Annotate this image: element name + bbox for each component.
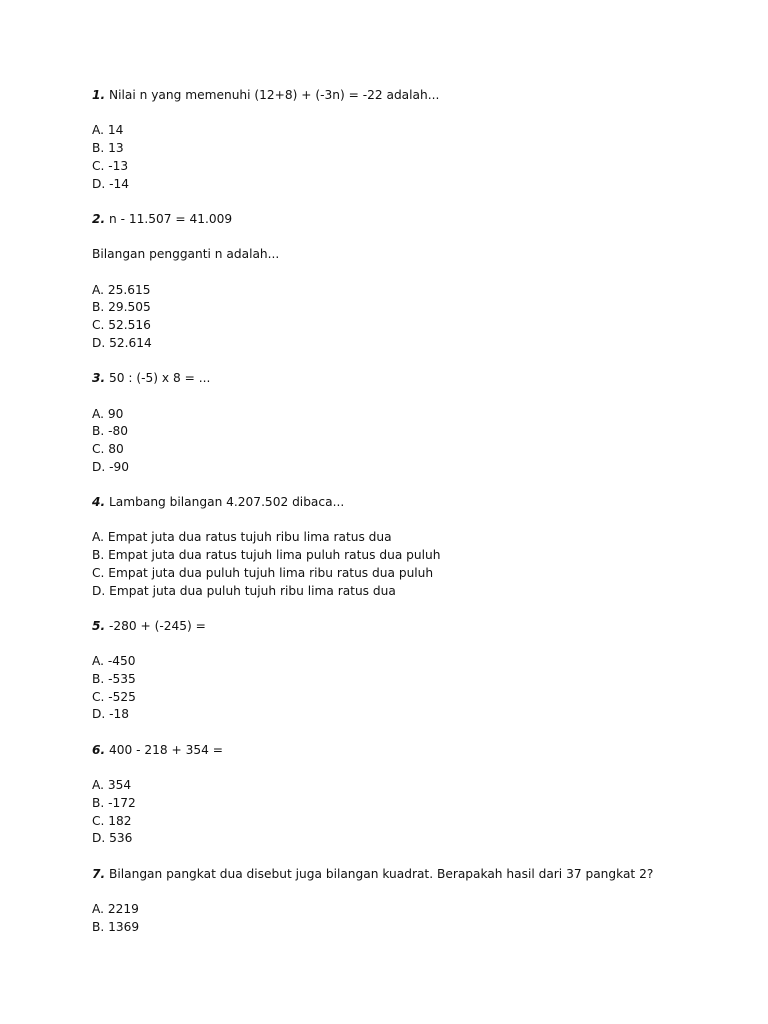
question-6-option-a: A. 354 bbox=[92, 778, 132, 793]
question-7-option-a: A. 2219 bbox=[92, 902, 139, 917]
question-6-option-d: D. 536 bbox=[92, 831, 133, 846]
question-4-option-b: B. Empat juta dua ratus tujuh lima puluh ratus dua puluh bbox=[92, 548, 441, 563]
question-5-option-a: A. -450 bbox=[92, 654, 136, 669]
question-3-option-c: C. 80 bbox=[92, 441, 124, 456]
question-7-stem bbox=[92, 866, 732, 884]
question-1-option-c: C. -13 bbox=[92, 158, 129, 173]
question-4-number: 4. bbox=[92, 495, 106, 510]
question-3-stem bbox=[92, 370, 732, 388]
question-3-number: 3. bbox=[92, 371, 106, 386]
question-5-option-c: C. -525 bbox=[92, 689, 136, 704]
question-7-number: 7. bbox=[92, 866, 106, 881]
question-4-stem bbox=[92, 494, 732, 512]
question-3-option-d: D. -90 bbox=[92, 459, 130, 474]
question-1-option-a: A. 14 bbox=[92, 123, 124, 138]
question-4 bbox=[92, 494, 732, 618]
question-2-text: n - 11.507 = 41.009 bbox=[105, 211, 233, 226]
question-2-option-d: D. 52.614 bbox=[92, 335, 152, 350]
question-5-text: -280 + (-245) = bbox=[105, 618, 206, 633]
question-1-stem bbox=[92, 87, 732, 105]
question-3-option-a: A. 90 bbox=[92, 406, 124, 421]
question-1-number: 1. bbox=[92, 88, 106, 102]
question-6 bbox=[92, 742, 732, 866]
question-7 bbox=[92, 866, 732, 937]
question-1-text: Nilai n yang memenuhi (12+8) + (-3n) = -22 adalah... bbox=[105, 88, 440, 102]
question-1-option-d: D. -14 bbox=[92, 176, 130, 191]
question-1 bbox=[92, 87, 732, 211]
question-4-text: Lambang bilangan 4.207.502 dibaca... bbox=[105, 495, 345, 510]
question-3 bbox=[92, 370, 732, 494]
question-5-option-b: B. -535 bbox=[92, 672, 136, 687]
question-4-option-a: A. Empat juta dua ratus tujuh ribu lima ratus dua bbox=[92, 530, 392, 545]
question-2-option-c: C. 52.516 bbox=[92, 318, 151, 333]
question-6-text: 400 - 218 + 354 = bbox=[105, 742, 223, 757]
question-2 bbox=[92, 211, 732, 370]
question-7-text: Bilangan pangkat dua disebut juga bilangan kuadrat. Berapakah hasil dari 37 pangkat 2? bbox=[105, 866, 654, 881]
question-3-option-b: B. -80 bbox=[92, 424, 129, 439]
question-5-option-d: D. -18 bbox=[92, 707, 130, 722]
document-page bbox=[92, 87, 732, 937]
question-2-number: 2. bbox=[92, 211, 106, 226]
question-1-option-b: B. 13 bbox=[92, 141, 124, 156]
question-4-option-c: C. Empat juta dua puluh tujuh lima ribu ratus dua puluh bbox=[92, 565, 434, 580]
question-6-stem bbox=[92, 742, 732, 760]
question-7-option-b: B. 1369 bbox=[92, 919, 140, 934]
question-5-number: 5. bbox=[92, 618, 106, 633]
question-5 bbox=[92, 618, 732, 742]
question-6-option-c: C. 182 bbox=[92, 813, 132, 828]
question-2-prompt: Bilangan pengganti n adalah... bbox=[92, 247, 280, 262]
question-3-text: 50 : (-5) x 8 = ... bbox=[105, 371, 211, 386]
question-6-option-b: B. -172 bbox=[92, 795, 136, 810]
question-2-stem bbox=[92, 211, 732, 229]
question-4-option-d: D. Empat juta dua puluh tujuh ribu lima ratus dua bbox=[92, 583, 396, 598]
question-5-stem bbox=[92, 618, 732, 636]
question-6-number: 6. bbox=[92, 742, 106, 757]
question-2-option-a: A. 25.615 bbox=[92, 282, 151, 297]
question-2-option-b: B. 29.505 bbox=[92, 300, 151, 315]
